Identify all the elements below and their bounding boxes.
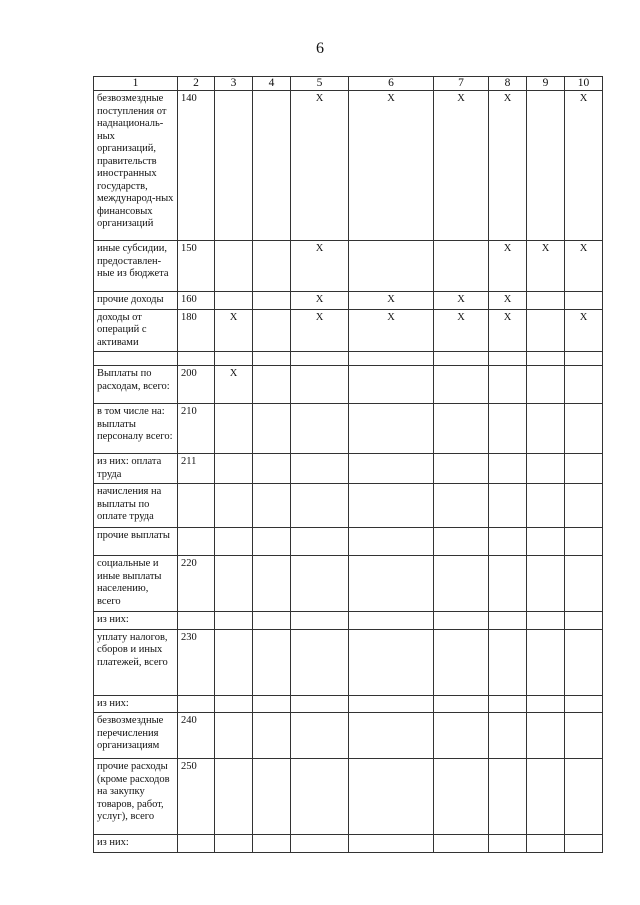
row-code: 150	[178, 241, 215, 292]
cell-col-7	[434, 454, 489, 484]
row-code	[178, 835, 215, 853]
cell-col-10: Х	[565, 91, 603, 241]
cell-col-5	[291, 484, 349, 528]
cell-col-8	[489, 713, 527, 759]
cell-col-10	[565, 484, 603, 528]
table-row	[94, 366, 603, 404]
cell-col-4	[253, 292, 291, 310]
cell-col-3	[215, 713, 253, 759]
row-label: безвозмездные перечисления организациям	[94, 713, 178, 759]
cell-col-4	[253, 454, 291, 484]
cell-col-10: Х	[565, 241, 603, 292]
cell-col-10: Х	[565, 309, 603, 352]
cell-col-10	[565, 695, 603, 713]
row-label: безвозмездные поступления от наднациональ-ных организаций, правительств иностранных государств, международ-ных финансовых организаций	[94, 91, 178, 241]
cell-col-7: Х	[434, 309, 489, 352]
cell-col-8	[489, 484, 527, 528]
cell-col-6	[349, 612, 434, 630]
cell-col-3: Х	[215, 366, 253, 404]
row-label: из них:	[94, 835, 178, 853]
cell-col-9	[527, 759, 565, 835]
cell-col-4	[253, 556, 291, 612]
row-label: в том числе на: выплаты персоналу всего:	[94, 404, 178, 454]
cell-col-5	[291, 454, 349, 484]
row-label: доходы от операций с активами	[94, 309, 178, 352]
row-code: 160	[178, 292, 215, 310]
cell-col-5: Х	[291, 309, 349, 352]
cell-col-7	[434, 484, 489, 528]
column-header-9: 9	[527, 77, 565, 91]
cell-col-9	[527, 366, 565, 404]
cell-col-5: Х	[291, 292, 349, 310]
cell-col-7	[434, 404, 489, 454]
cell-col-9	[527, 713, 565, 759]
table-row	[94, 629, 603, 695]
row-code	[178, 695, 215, 713]
cell-col-8	[489, 454, 527, 484]
cell-col-9	[527, 612, 565, 630]
cell-col-8	[489, 612, 527, 630]
cell-col-6	[349, 366, 434, 404]
financial-table	[93, 76, 603, 853]
table-row	[94, 292, 603, 310]
cell-col-4	[253, 528, 291, 556]
cell-col-10	[565, 612, 603, 630]
cell-col-7	[434, 366, 489, 404]
cell-col-8	[489, 835, 527, 853]
cell-col-7	[434, 352, 489, 366]
cell-col-6	[349, 629, 434, 695]
row-code: 210	[178, 404, 215, 454]
table-row	[94, 713, 603, 759]
cell-col-8: Х	[489, 292, 527, 310]
cell-col-4	[253, 484, 291, 528]
cell-col-6	[349, 528, 434, 556]
cell-col-9	[527, 454, 565, 484]
column-header-6: 6	[349, 77, 434, 91]
cell-col-8	[489, 404, 527, 454]
row-label: прочие расходы (кроме расходов на закупку товаров, работ, услуг), всего	[94, 759, 178, 835]
cell-col-4	[253, 835, 291, 853]
cell-col-5	[291, 835, 349, 853]
cell-col-7	[434, 713, 489, 759]
cell-col-8: Х	[489, 241, 527, 292]
cell-col-5	[291, 404, 349, 454]
cell-col-6	[349, 241, 434, 292]
column-header-4: 4	[253, 77, 291, 91]
cell-col-7	[434, 612, 489, 630]
cell-col-8	[489, 695, 527, 713]
cell-col-3: Х	[215, 309, 253, 352]
cell-col-3	[215, 759, 253, 835]
row-label: уплату налогов, сборов и иных платежей, всего	[94, 629, 178, 695]
cell-col-4	[253, 629, 291, 695]
page-number: 6	[316, 40, 324, 57]
cell-col-3	[215, 241, 253, 292]
cell-col-6	[349, 556, 434, 612]
cell-col-10	[565, 629, 603, 695]
cell-col-7	[434, 556, 489, 612]
table-row	[94, 404, 603, 454]
column-header-5: 5	[291, 77, 349, 91]
cell-col-7: Х	[434, 292, 489, 310]
table-row	[94, 309, 603, 352]
row-label: прочие доходы	[94, 292, 178, 310]
cell-col-4	[253, 241, 291, 292]
cell-col-8	[489, 759, 527, 835]
table-row	[94, 352, 603, 366]
row-code: 240	[178, 713, 215, 759]
cell-col-5	[291, 556, 349, 612]
row-code	[178, 528, 215, 556]
cell-col-3	[215, 629, 253, 695]
row-label: социальные и иные выплаты населению, всего	[94, 556, 178, 612]
cell-col-8	[489, 629, 527, 695]
cell-col-9	[527, 835, 565, 853]
cell-col-9: Х	[527, 241, 565, 292]
cell-col-7	[434, 835, 489, 853]
cell-col-10	[565, 292, 603, 310]
cell-col-5	[291, 612, 349, 630]
cell-col-5	[291, 366, 349, 404]
cell-col-6	[349, 759, 434, 835]
cell-col-5	[291, 695, 349, 713]
cell-col-9	[527, 352, 565, 366]
column-header-2: 2	[178, 77, 215, 91]
row-code: 200	[178, 366, 215, 404]
cell-col-9	[527, 404, 565, 454]
column-header-7: 7	[434, 77, 489, 91]
cell-col-8	[489, 528, 527, 556]
table-row	[94, 556, 603, 612]
row-label: прочие выплаты	[94, 528, 178, 556]
row-code	[178, 612, 215, 630]
cell-col-10	[565, 404, 603, 454]
table-row	[94, 454, 603, 484]
cell-col-8: Х	[489, 91, 527, 241]
cell-col-4	[253, 309, 291, 352]
cell-col-7	[434, 629, 489, 695]
row-code: 230	[178, 629, 215, 695]
cell-col-10	[565, 835, 603, 853]
row-label: Выплаты по расходам, всего:	[94, 366, 178, 404]
cell-col-5	[291, 713, 349, 759]
row-label: из них: оплата труда	[94, 454, 178, 484]
cell-col-5: Х	[291, 91, 349, 241]
cell-col-6	[349, 454, 434, 484]
cell-col-5	[291, 352, 349, 366]
cell-col-9	[527, 484, 565, 528]
cell-col-10	[565, 352, 603, 366]
cell-col-9	[527, 528, 565, 556]
cell-col-6: Х	[349, 91, 434, 241]
column-header-1: 1	[94, 77, 178, 91]
cell-col-3	[215, 484, 253, 528]
cell-col-3	[215, 404, 253, 454]
column-header-3: 3	[215, 77, 253, 91]
cell-col-5: Х	[291, 241, 349, 292]
cell-col-7	[434, 241, 489, 292]
cell-col-6	[349, 713, 434, 759]
cell-col-4	[253, 713, 291, 759]
table-row	[94, 759, 603, 835]
table-row	[94, 528, 603, 556]
cell-col-5	[291, 629, 349, 695]
cell-col-8	[489, 352, 527, 366]
row-code	[178, 484, 215, 528]
cell-col-3	[215, 454, 253, 484]
row-code: 211	[178, 454, 215, 484]
cell-col-3	[215, 528, 253, 556]
cell-col-8: Х	[489, 309, 527, 352]
cell-col-3	[215, 835, 253, 853]
cell-col-5	[291, 759, 349, 835]
cell-col-7	[434, 695, 489, 713]
cell-col-9	[527, 309, 565, 352]
row-code: 250	[178, 759, 215, 835]
cell-col-10	[565, 454, 603, 484]
cell-col-9	[527, 556, 565, 612]
row-label: из них:	[94, 612, 178, 630]
row-code: 180	[178, 309, 215, 352]
row-label: иные субсидии, предоставлен-ные из бюджета	[94, 241, 178, 292]
table-row	[94, 695, 603, 713]
column-header-8: 8	[489, 77, 527, 91]
cell-col-4	[253, 352, 291, 366]
cell-col-6	[349, 352, 434, 366]
cell-col-3	[215, 292, 253, 310]
cell-col-6	[349, 404, 434, 454]
cell-col-3	[215, 556, 253, 612]
cell-col-6: Х	[349, 292, 434, 310]
row-code	[178, 352, 215, 366]
cell-col-6: Х	[349, 309, 434, 352]
cell-col-5	[291, 528, 349, 556]
cell-col-3	[215, 91, 253, 241]
cell-col-10	[565, 528, 603, 556]
cell-col-10	[565, 713, 603, 759]
table-row	[94, 91, 603, 241]
cell-col-7	[434, 759, 489, 835]
cell-col-8	[489, 556, 527, 612]
cell-col-6	[349, 835, 434, 853]
cell-col-6	[349, 695, 434, 713]
cell-col-9	[527, 629, 565, 695]
table-row	[94, 241, 603, 292]
row-label	[94, 352, 178, 366]
table-row	[94, 484, 603, 528]
table-row	[94, 835, 603, 853]
row-label: начисления на выплаты по оплате труда	[94, 484, 178, 528]
cell-col-4	[253, 759, 291, 835]
cell-col-10	[565, 759, 603, 835]
cell-col-9	[527, 292, 565, 310]
cell-col-7: Х	[434, 91, 489, 241]
cell-col-4	[253, 91, 291, 241]
cell-col-4	[253, 404, 291, 454]
row-code: 220	[178, 556, 215, 612]
row-label: из них:	[94, 695, 178, 713]
cell-col-8	[489, 366, 527, 404]
cell-col-9	[527, 695, 565, 713]
cell-col-10	[565, 366, 603, 404]
column-header-10: 10	[565, 77, 603, 91]
cell-col-7	[434, 528, 489, 556]
table-row	[94, 612, 603, 630]
cell-col-3	[215, 612, 253, 630]
cell-col-4	[253, 695, 291, 713]
cell-col-3	[215, 352, 253, 366]
cell-col-9	[527, 91, 565, 241]
cell-col-3	[215, 695, 253, 713]
cell-col-4	[253, 366, 291, 404]
header-row	[94, 77, 603, 91]
cell-col-10	[565, 556, 603, 612]
cell-col-6	[349, 484, 434, 528]
cell-col-4	[253, 612, 291, 630]
row-code: 140	[178, 91, 215, 241]
